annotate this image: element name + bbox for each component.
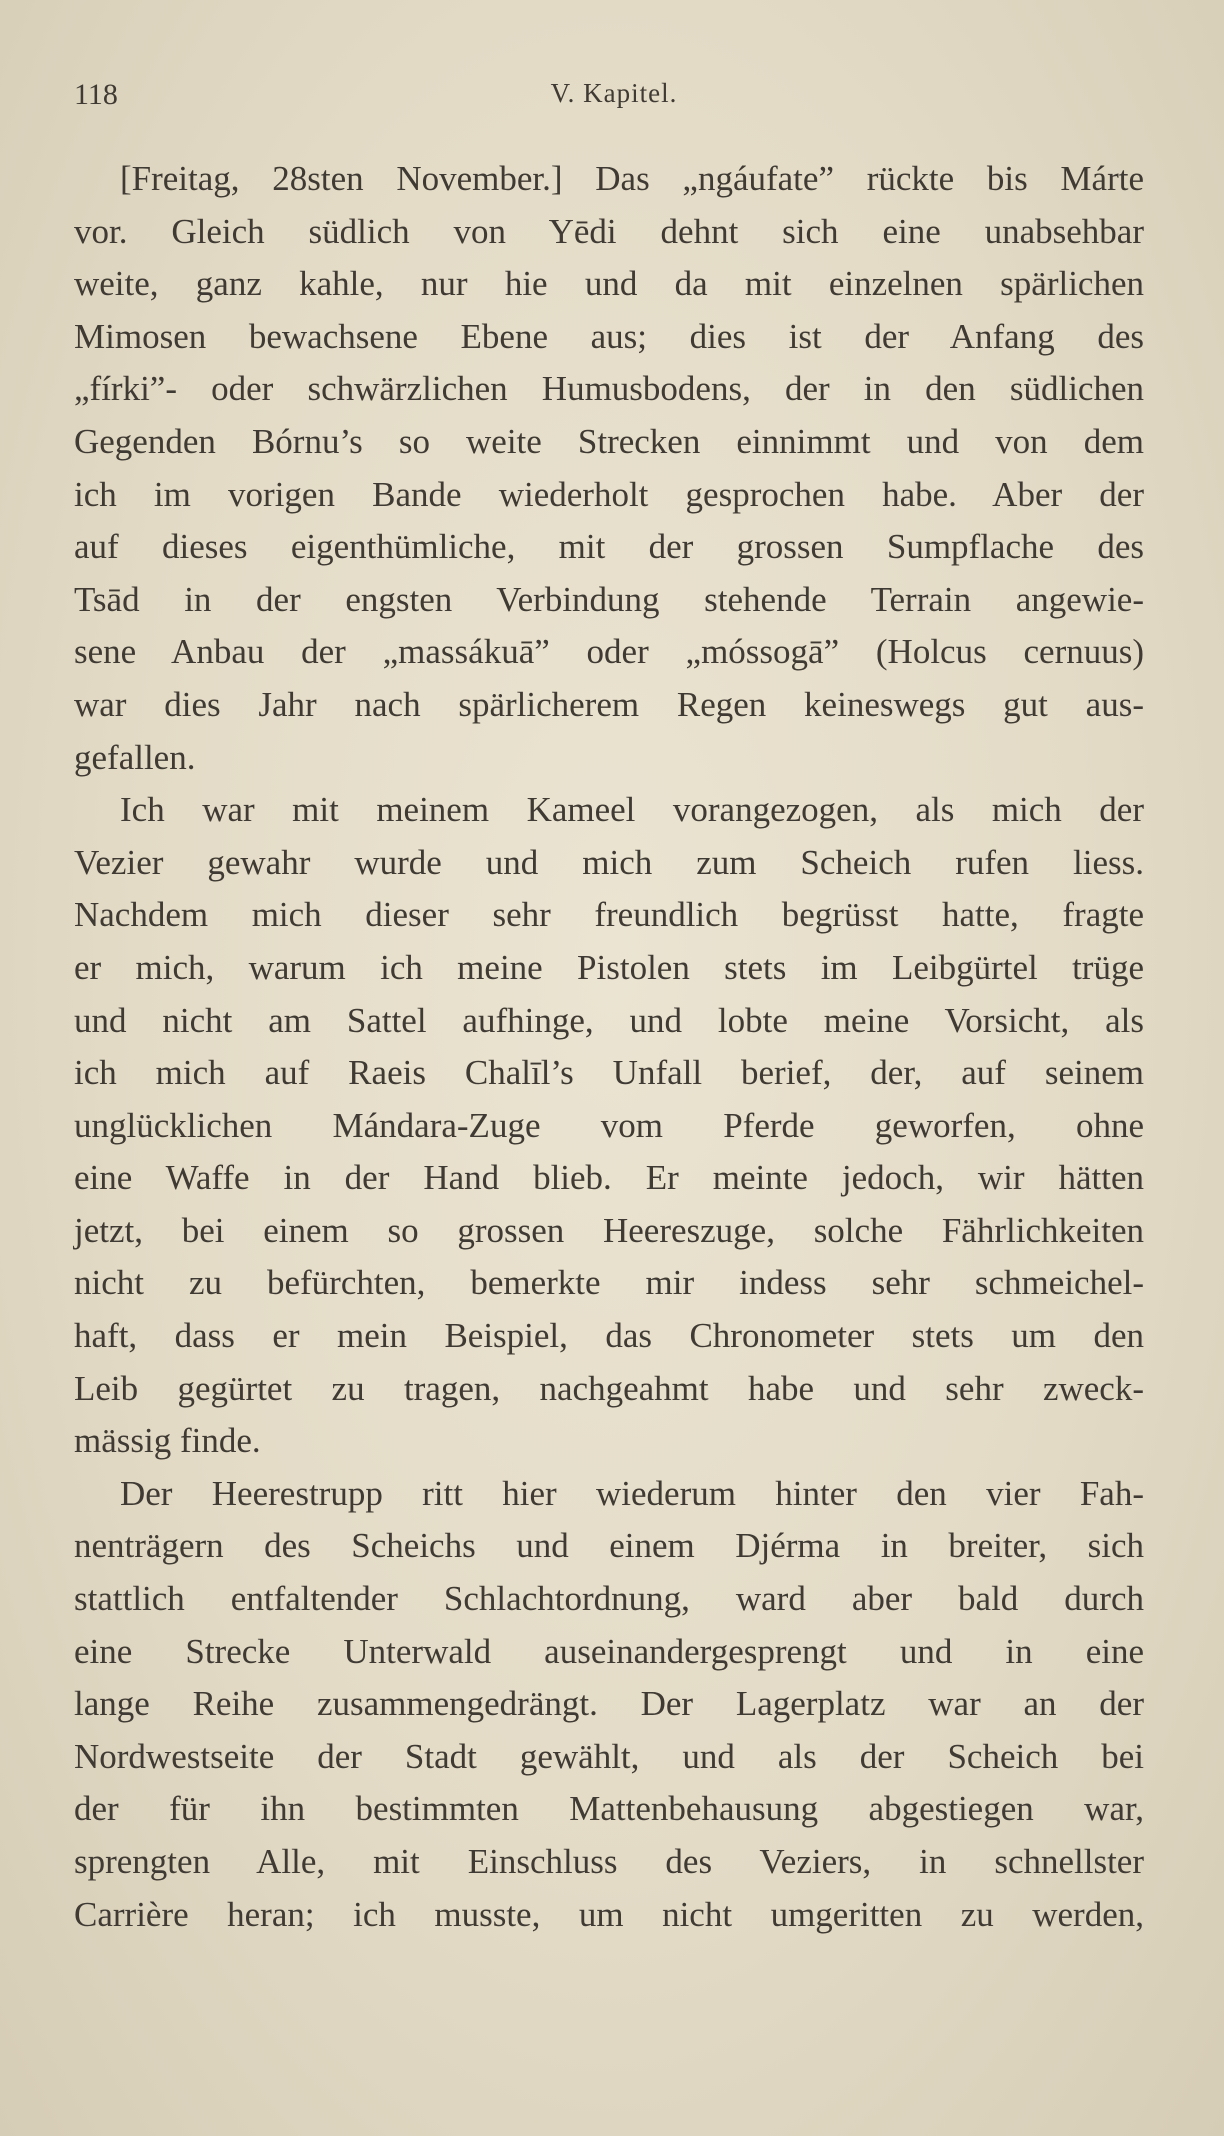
text-line: weite, ganz kahle, nur hie und da mit einzelnen spärlichen — [74, 264, 1144, 304]
text-line: auf dieses eigenthümliche, mit der grossen Sumpflache des — [74, 527, 1144, 567]
text-line: Mimosen bewachsene Ebene aus; dies ist der Anfang des — [74, 316, 1144, 356]
text-line: haft, dass er mein Beispiel, das Chronometer stets um den — [74, 1316, 1144, 1356]
body-text — [74, 153, 1144, 1941]
text-line: Nordwestseite der Stadt gewählt, und als der Scheich bei — [74, 1736, 1144, 1776]
text-line: lange Reihe zusammengedrängt. Der Lagerplatz war an der — [74, 1684, 1144, 1724]
text-line: nenträgern des Scheichs und einem Djérma in breiter, sich — [74, 1526, 1144, 1566]
text-line: vor. Gleich südlich von Yēdi dehnt sich eine unabsehbar — [74, 211, 1144, 251]
text-line: „fírki”- oder schwärzlichen Humusbodens, der in den südlichen — [74, 369, 1144, 409]
text-line: mässig finde. — [74, 1421, 261, 1461]
text-line: stattlich entfaltender Schlachtordnung, ward aber bald durch — [74, 1579, 1144, 1619]
text-line: Der Heerestrupp ritt hier wiederum hinter den vier Fah- — [120, 1473, 1144, 1513]
text-line: eine Waffe in der Hand blieb. Er meinte jedoch, wir hätten — [74, 1158, 1144, 1198]
running-head — [74, 78, 1154, 118]
text-line: sene Anbau der „massákuā” oder „móssogā” (Holcus cernuus) — [74, 632, 1144, 672]
text-line: [Freitag, 28sten November.] Das „ngáufate” rückte bis Márte — [120, 159, 1144, 198]
text-line: er mich, warum ich meine Pistolen stets im Leibgürtel trüge — [74, 947, 1144, 987]
text-line: Leib gegürtet zu tragen, nachgeahmt habe und sehr zweck- — [74, 1368, 1144, 1408]
text-line: Gegenden Bórnu’s so weite Strecken einnimmt und von dem — [74, 421, 1144, 461]
text-line: Carrière heran; ich musste, um nicht umgeritten zu werden, — [74, 1894, 1144, 1934]
text-line: Nachdem mich dieser sehr freundlich begrüsst hatte, fragte — [74, 895, 1144, 935]
text-line: und nicht am Sattel aufhinge, und lobte meine Vorsicht, als — [74, 1000, 1144, 1040]
text-line: Tsād in der engsten Verbindung stehende Terrain angewie- — [74, 579, 1144, 619]
text-line: ich mich auf Raeis Chalīl’s Unfall berief, der, auf seinem — [74, 1053, 1144, 1093]
text-line: jetzt, bei einem so grossen Heereszuge, solche Fährlichkeiten — [74, 1210, 1144, 1250]
text-line: nicht zu befürchten, bemerkte mir indess sehr schmeichel- — [74, 1263, 1144, 1303]
chapter-title: V. Kapitel. — [550, 78, 678, 108]
text-line: Ich war mit meinem Kameel vorangezogen, als mich der — [120, 790, 1144, 830]
page-number: 118 — [74, 78, 118, 111]
text-line: unglücklichen Mándara-Zuge vom Pferde geworfen, ohne — [74, 1105, 1144, 1145]
text-line: gefallen. — [74, 737, 196, 777]
text-line: sprengten Alle, mit Einschluss des Veziers, in schnellster — [74, 1842, 1144, 1881]
text-line: Vezier gewahr wurde und mich zum Scheich rufen liess. — [74, 842, 1144, 882]
text-line: der für ihn bestimmten Mattenbehausung abgestiegen war, — [74, 1789, 1144, 1829]
text-line: eine Strecke Unterwald auseinandergesprengt und in eine — [74, 1631, 1144, 1671]
text-line: ich im vorigen Bande wiederholt gesprochen habe. Aber der — [74, 474, 1144, 514]
text-line: war dies Jahr nach spärlicherem Regen keineswegs gut aus- — [74, 684, 1144, 724]
